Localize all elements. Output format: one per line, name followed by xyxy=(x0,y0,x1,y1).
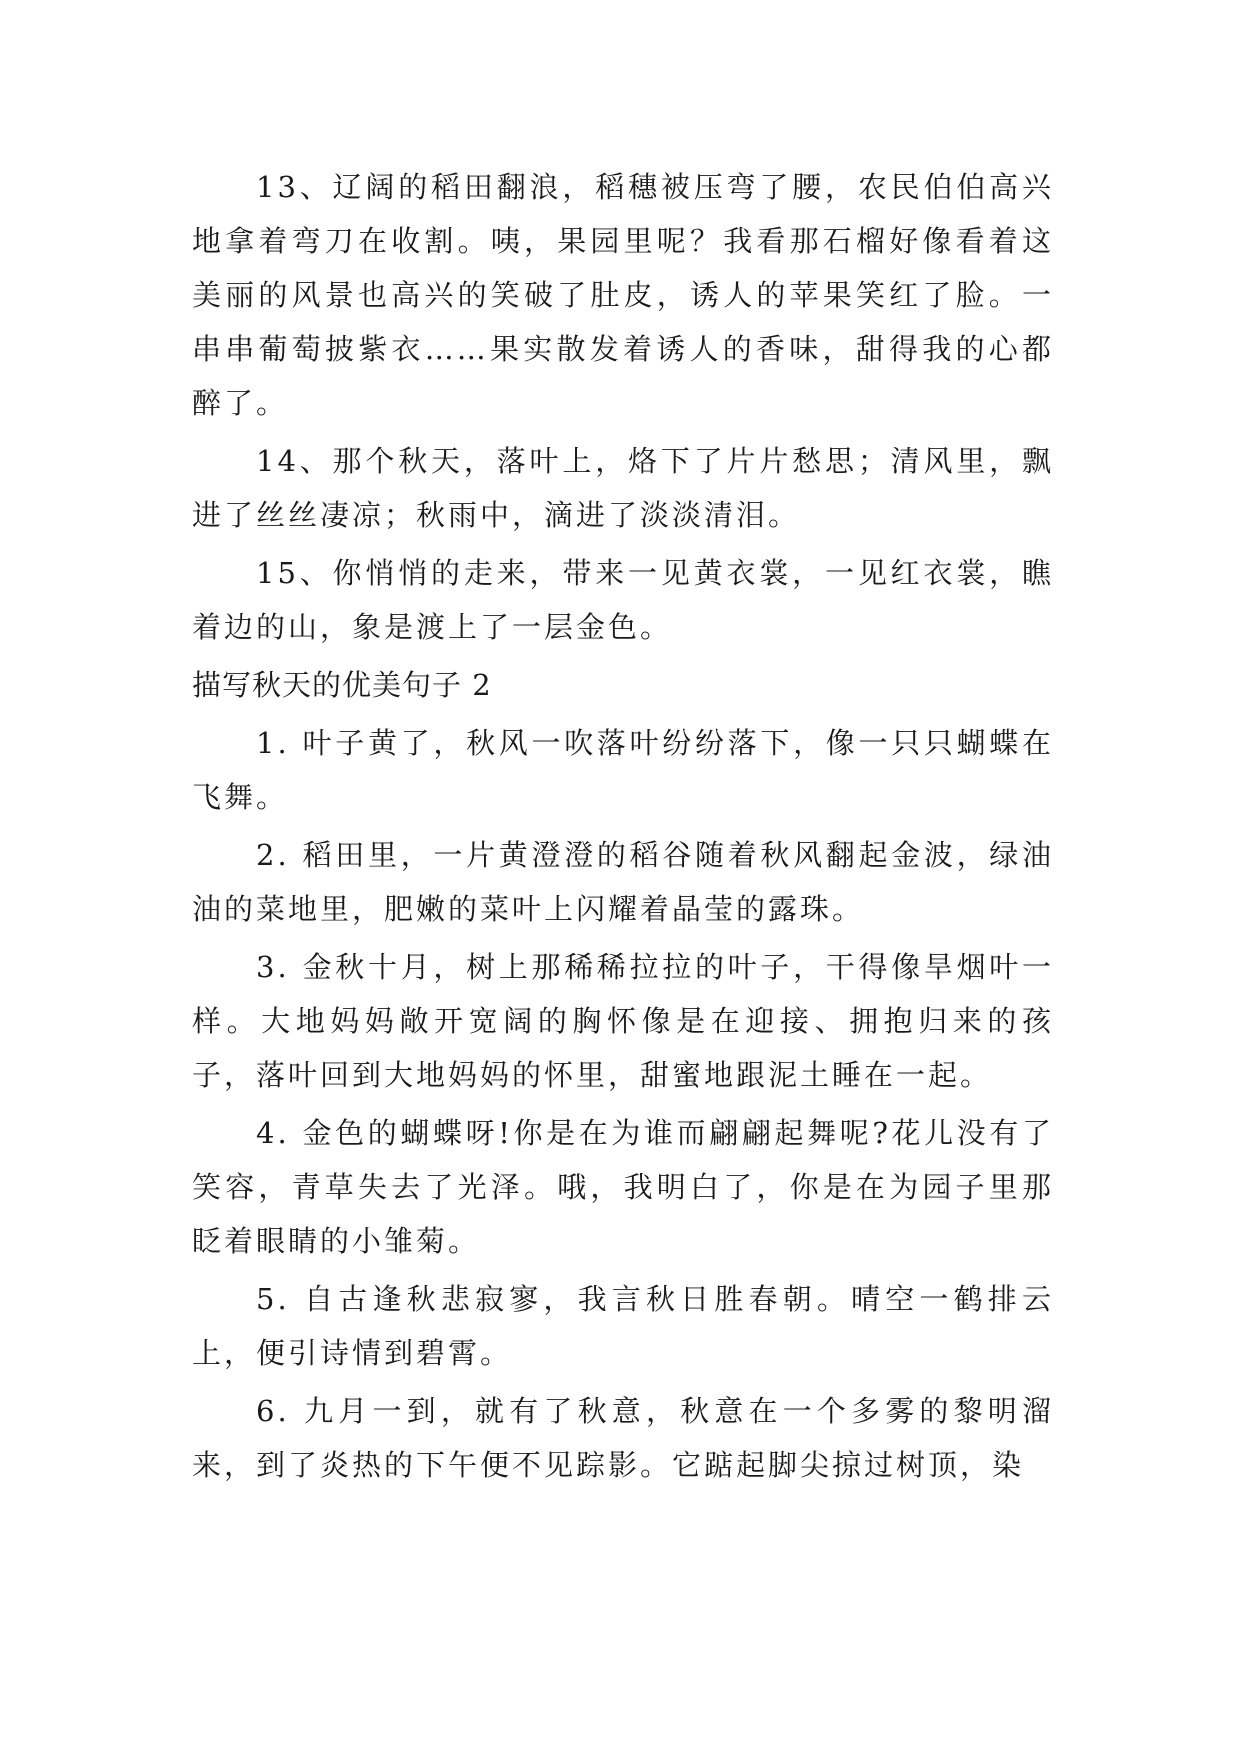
paragraph-14: 14、那个秋天，落叶上，烙下了片片愁思；清风里，飘进了丝丝凄凉；秋雨中，滴进了淡淡清泪。 xyxy=(192,444,1054,532)
paragraph-2: 2. 稻田里，一片黄澄澄的稻谷随着秋风翻起金波，绿油油的菜地里，肥嫩的菜叶上闪耀着晶莹的露珠。 xyxy=(192,838,1054,926)
paragraph-13: 13、辽阔的稻田翻浪，稻穗被压弯了腰，农民伯伯高兴地拿着弯刀在收割。咦，果园里呢？我看那石榴好像看着这美丽的风景也高兴的笑破了肚皮，诱人的苹果笑红了脸。一串串葡萄披紫衣……果实散发着诱人的香味，甜得我的心都醉了。 xyxy=(192,170,1054,420)
paragraph-3: 3. 金秋十月，树上那稀稀拉拉的叶子，干得像旱烟叶一样。大地妈妈敞开宽阔的胸怀像是在迎接、拥抱归来的孩子，落叶回到大地妈妈的怀里，甜蜜地跟泥土睡在一起。 xyxy=(192,950,1054,1092)
paragraph-5: 5. 自古逢秋悲寂寥，我言秋日胜春朝。晴空一鹤排云上，便引诗情到碧霄。 xyxy=(192,1282,1054,1370)
paragraph-6: 6. 九月一到，就有了秋意，秋意在一个多雾的黎明溜来，到了炎热的下午便不见踪影。它踮起脚尖掠过树顶，染 xyxy=(192,1394,1054,1482)
section-heading: 描写秋天的优美句子 2 xyxy=(192,668,492,702)
paragraph-4: 4. 金色的蝴蝶呀!你是在为谁而翩翩起舞呢?花儿没有了笑容，青草失去了光泽。哦，我明白了，你是在为园子里那眨着眼睛的小雏菊。 xyxy=(192,1116,1054,1258)
paragraph-1: 1. 叶子黄了，秋风一吹落叶纷纷落下，像一只只蝴蝶在飞舞。 xyxy=(192,726,1054,814)
paragraph-15: 15、你悄悄的走来，带来一见黄衣裳，一见红衣裳，瞧着边的山，象是渡上了一层金色。 xyxy=(192,556,1054,644)
document-page xyxy=(192,160,1054,1496)
